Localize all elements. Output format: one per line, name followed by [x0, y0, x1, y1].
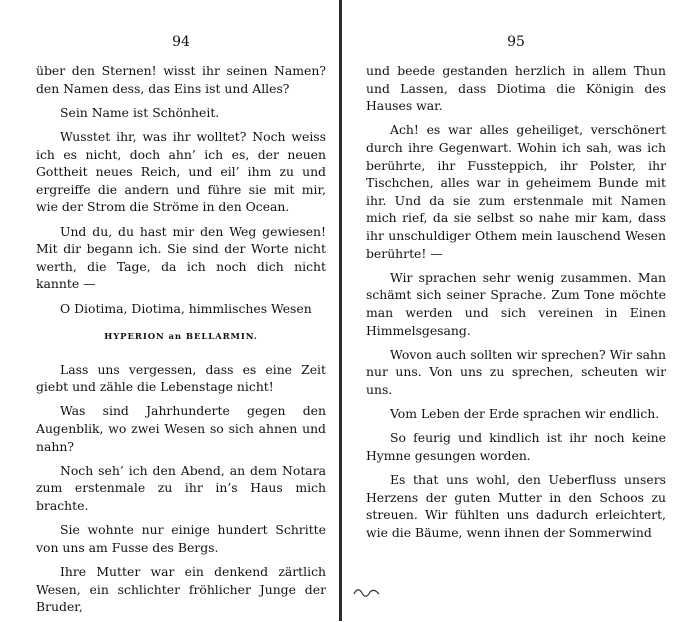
- paragraph: Was sind Jahrhunderte gegen den Augenblik, wo zwei Wesen so sich ahnen und nahn?: [36, 403, 326, 454]
- paragraph: O Diotima, Diotima, himmlisches Wesen: [60, 300, 312, 316]
- paragraph: Vom Leben der Erde sprachen wir endlich.: [390, 406, 660, 422]
- paragraph: Ach! es war alles geheiliget, verschönert durch ihre Gegenwart. Wohin ich sah, was ich berührte, ihr Fussteppich, ihr Polster, ihr Tischchen, alles war in geheimem Bunde mit ihr. Und da sie zum erstenmale mit Namen mich rief, da sie selbst so nahe mir kam, dass ihr unschuldiger Othem mein lauschend Wesen berührte! —: [366, 122, 666, 261]
- page-body: [36, 62, 326, 622]
- paragraph: Wusstet ihr, was ihr wolltet? Noch weiss ich es nicht, doch ahn’ ich es, der neuen Gottheit neues Reich, und eil’ ihm zu und ergreiffe die andern und führe sie mit mir, wie der Strom die Ströme in den Ocean.: [36, 128, 326, 215]
- page-gutter: [339, 0, 342, 621]
- paragraph: Wir sprachen sehr wenig zusammen. Man schämt sich seiner Sprache. Zum Tone möchte man werden und sich vereinen in Einen Himmelsgesang.: [366, 269, 666, 338]
- paragraph: und beede gestanden herzlich in allem Thun und Lassen, dass Diotima die Königin des Hauses war.: [366, 63, 666, 114]
- paragraph: Ihre Mutter war ein denkend zärtlich Wesen, ein schlichter fröhlicher Junge der Bruder,: [36, 564, 326, 615]
- page-number: 95: [507, 34, 525, 50]
- paragraph: So feurig und kindlich ist ihr noch keine Hymne gesungen worden.: [366, 430, 666, 463]
- left-page: [36, 0, 326, 621]
- paragraph: Und du, du hast mir den Weg gewiesen! Mit dir begann ich. Sie sind der Worte nicht werth, die Tage, da ich noch dich nicht kannte —: [36, 223, 326, 292]
- paragraph: über den Sternen! wisst ihr seinen Namen? den Namen dess, das Eins ist und Alles?: [36, 63, 326, 96]
- paragraph: Sie wohnte nur einige hundert Schritte von uns am Fusse des Bergs.: [36, 522, 326, 555]
- page-number: 94: [172, 34, 190, 50]
- paragraph: Es that uns wohl, den Ueberfluss unsers Herzens der guten Mutter in den Schoos zu streuen. Wir fühlten uns dadurch erleichtert, wie die Bäume, wenn ihnen der Sommerwind: [366, 472, 666, 540]
- right-page: [366, 0, 666, 621]
- paragraph: Noch seh’ ich den Abend, an dem Notara zum erstenmale zu ihr in’s Haus mich brachte.: [36, 462, 326, 514]
- page-body: [366, 62, 666, 548]
- section-heading: HYPERION an BELLARMIN.: [104, 332, 258, 343]
- paragraph: Lass uns vergessen, dass es eine Zeit giebt und zähle die Lebenstage nicht!: [36, 361, 326, 395]
- paragraph: Wovon auch sollten wir sprechen? Wir sahn nur uns. Von uns zu sprechen, scheuten wir uns.: [366, 346, 666, 397]
- paragraph: Sein Name ist Schönheit.: [60, 104, 220, 120]
- printer-mark-icon: [352, 584, 382, 598]
